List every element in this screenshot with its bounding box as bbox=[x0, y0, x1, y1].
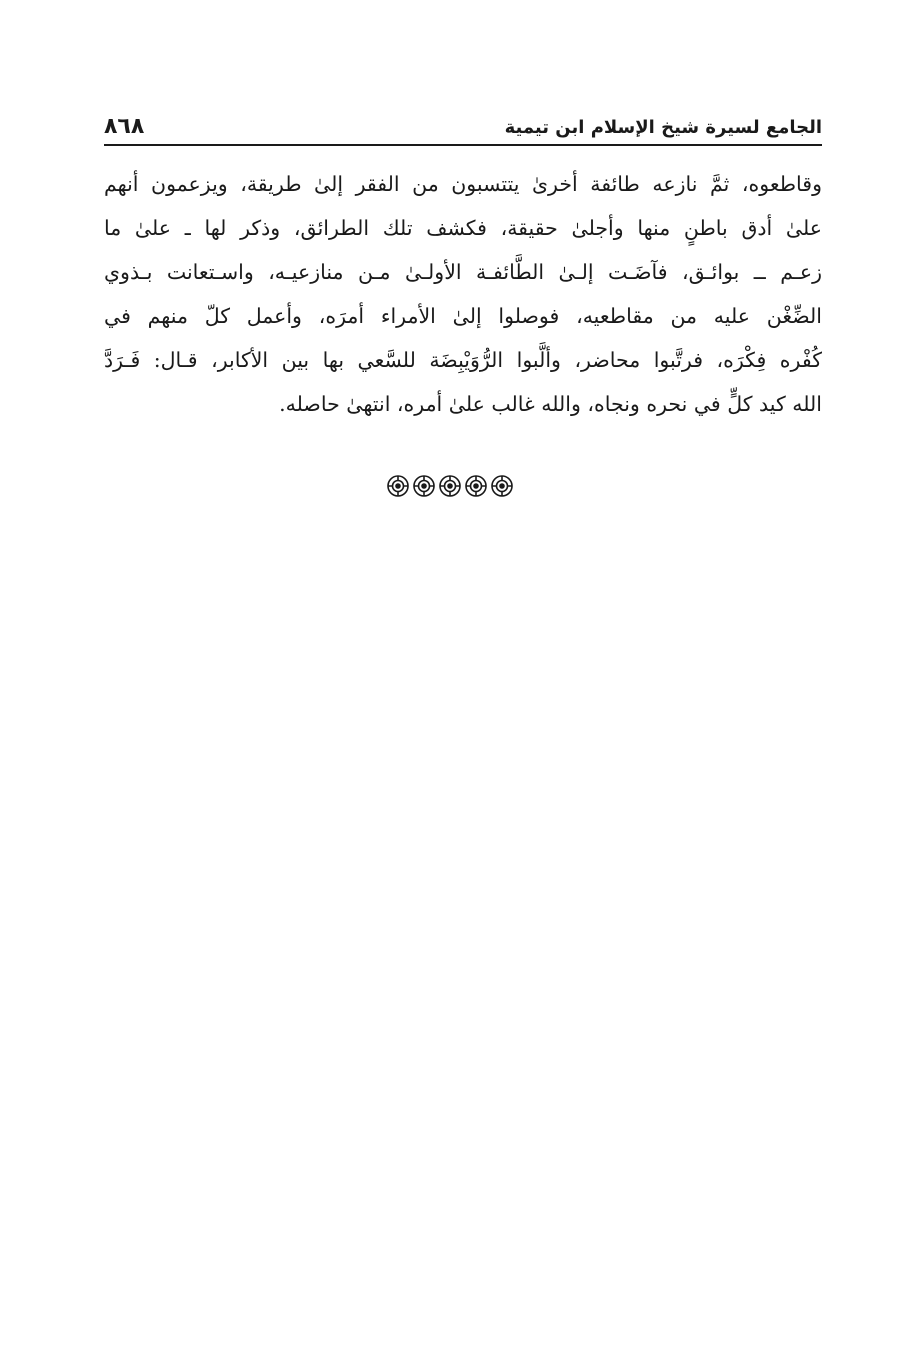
text-line: زعـم ــ بوائـق، فآضَـت إلـىٰ الطَّائفـة الأولـىٰ مـن منازعيـه، واسـتعانت بـذوي bbox=[104, 260, 822, 284]
text-line: علىٰ أدق باطنٍ منها وأجلىٰ حقيقة، فكشف تلك الطرائق، وذكر لها ـ علىٰ ما bbox=[104, 216, 822, 240]
text-line: الضِّغْن عليه من مقاطعيه، فوصلوا إلىٰ الأمراء أمرَه، وأعمل كلّ منهم في bbox=[104, 304, 822, 328]
body-text bbox=[104, 162, 822, 426]
floral-ornament-icon bbox=[370, 472, 530, 500]
page-number: ٨٦٨ bbox=[104, 114, 145, 139]
running-title: الجامع لسيرة شيخ الإسلام ابن تيمية bbox=[504, 117, 822, 138]
page-header bbox=[104, 112, 822, 146]
text-line: وقاطعوه، ثمَّ نازعه طائفة أخرىٰ يتتسبون من الفقر إلىٰ طريقة، ويزعمون أنهم bbox=[104, 172, 822, 196]
text-line: كُفْره فِكْرَه، فرتَّبوا محاضر، وألَّبوا الرُّوَيْبِضَة للسَّعي بها بين الأكابر، قـال: فَـرَدَّ bbox=[104, 348, 822, 372]
text-line: الله كيد كلٍّ في نحره ونجاه، والله غالب علىٰ أمره، انتهىٰ حاصله. bbox=[279, 392, 822, 416]
header-rule bbox=[104, 144, 822, 146]
